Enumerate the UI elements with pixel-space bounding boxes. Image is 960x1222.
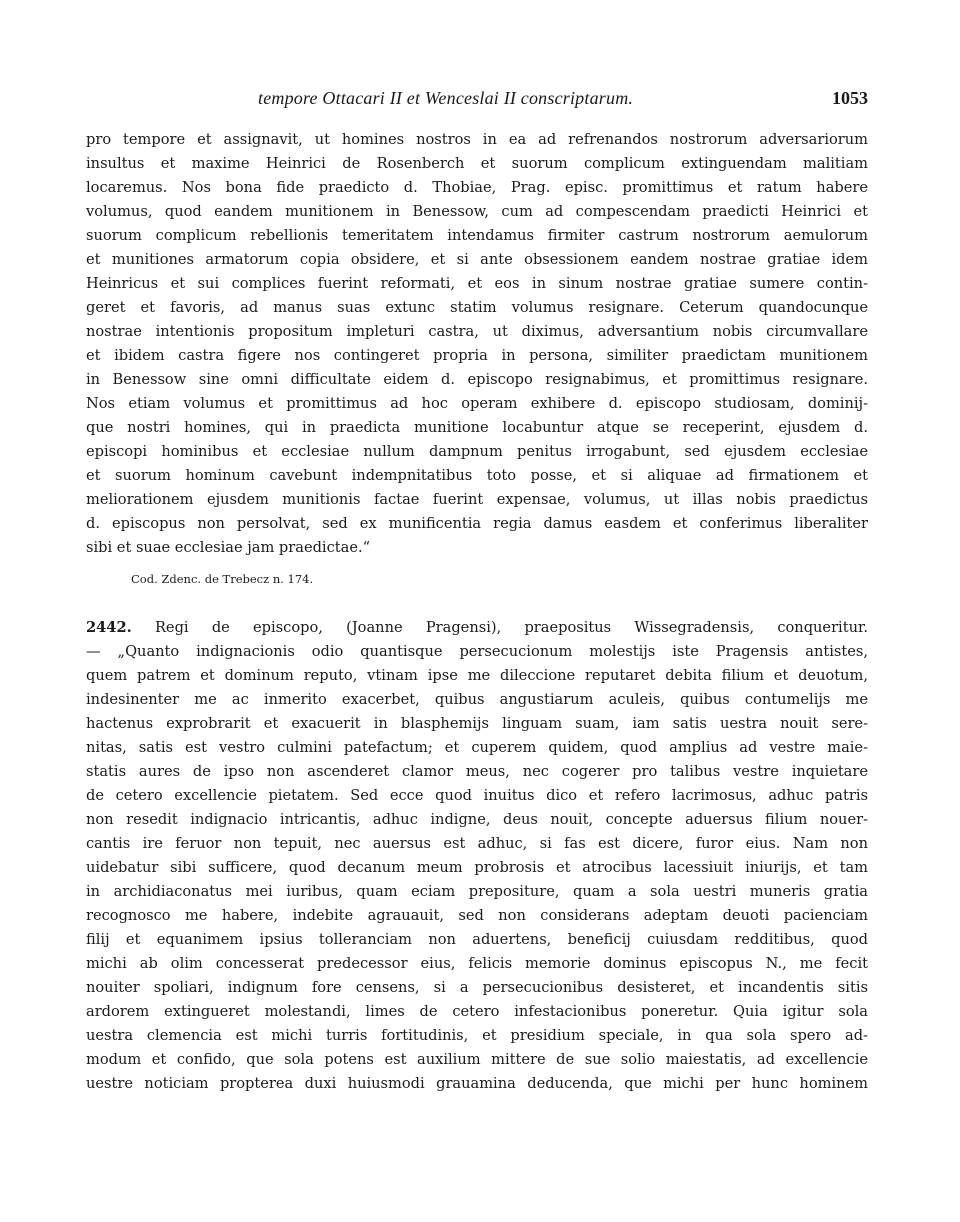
text-line: et munitiones armatorum copia obsidere, et si ante obsessionem eandem nostrae gratiae idem [86,251,868,268]
entry-number: 2442. [86,619,132,636]
entry-heading-line [86,616,868,640]
text-line: d. episcopus non persolvat, sed ex munificentia regia damus easdem et conferimus liberaliter [86,515,868,532]
text-line: in Benessow sine omni difficultate eidem d. episcopo resignabimus, et promittimus resignare. [86,371,868,388]
text-line: michi ab olim concesserat predecessor eius, felicis memorie dominus episcopus N., me fecit [86,955,868,972]
text-line: suorum complicum rebellionis temeritatem intendamus firmiter castrum nostrorum aemulorum [86,227,868,244]
continued-charter-text [86,128,868,560]
text-line: uestre noticiam propterea duxi huiusmodi grauamina deducenda, que michi per hunc hominem [86,1075,868,1092]
text-line: nitas, satis est vestro culmini patefactum; et cuperem quidem, quod amplius ad vestre maie- [86,739,868,756]
text-line: sibi et suae ecclesiae jam praedictae.“ [86,539,371,556]
entry-summary: Regi de episcopo, (Joanne Pragensi), praepositus Wissegradensis, conqueritur. [131,619,868,636]
text-line: que nostri homines, qui in praedicta munitione locabuntur atque se receperint, ejusdem d. [86,419,868,436]
text-line: in archidiaconatus mei iuribus, quam eciam prepositure, quam a sola uestri muneris gratia [86,883,868,900]
text-line: hactenus exprobrarit et exacuerit in blasphemijs linguam suam, iam satis uestra nouit sere- [86,715,868,732]
text-line: ardorem extingueret molestandi, limes de cetero infestacionibus poneretur. Quia igitur sola [86,1003,868,1020]
entry-2442 [86,616,868,1096]
text-line: et suorum hominum cavebunt indempnitatibus toto posse, et si aliquae ad firmationem et [86,467,868,484]
text-line: locaremus. Nos bona fide praedicto d. Thobiae, Prag. episc. promittimus et ratum habere [86,179,868,196]
text-line: — „Quanto indignacionis odio quantisque persecucionum molestijs iste Pragensis antistes, [86,643,868,660]
text-line: Heinricus et sui complices fuerint reformati, et eos in sinum nostrae gratiae sumere contin- [86,275,868,292]
text-line: nostrae intentionis propositum impleturi castra, ut diximus, adversantium nobis circumvallare [86,323,868,340]
text-line: uestra clemencia est michi turris fortitudinis, et presidium speciale, in qua sola spero ad- [86,1027,868,1044]
text-line: indesinenter me ac inmerito exacerbet, quibus angustiarum aculeis, quibus contumelijs me [86,691,868,708]
text-line: episcopi hominibus et ecclesiae nullum dampnum penitus irrogabunt, sed ejusdem ecclesiae [86,443,868,460]
text-line: nouiter spoliari, indignum fore censens, si a persecucionibus desisteret, et incandentis sitis [86,979,868,996]
text-line: cantis ire feruor non tepuit, nec auersus est adhuc, si fas est dicere, furor eius. Nam non [86,835,868,852]
text-line: modum et confido, que sola potens est auxilium mittere de sue solio maiestatis, ad excellencie [86,1051,868,1068]
text-line: meliorationem ejusdem munitionis factae fuerint expensae, volumus, ut illas nobis praedictus [86,491,868,508]
page-header [86,88,868,116]
text-line: de cetero excellencie pietatem. Sed ecce quod inuitus dico et refero lacrimosus, adhuc patris [86,787,868,804]
text-line: filij et equanimem ipsius tolleranciam non aduertens, beneficij cuiusdam redditibus, quod [86,931,868,948]
text-line: volumus, quod eandem munitionem in Benessow, cum ad compescendam praedicti Heinrici et [86,203,868,220]
text-line: pro tempore et assignavit, ut homines nostros in ea ad refrenandos nostrorum adversariorum [86,131,868,148]
running-title: tempore Ottacari II et Wenceslai II conscriptarum. [258,88,634,108]
text-line: Nos etiam volumus et promittimus ad hoc operam exhibere d. episcopo studiosam, dominij- [86,395,868,412]
text-line: statis aures de ipso non ascenderet clamor meus, nec cogerer pro talibus vestre inquietare [86,763,868,780]
text-line: uidebatur sibi sufficere, quod decanum meum probrosis et atrocibus lacessiuit iniurijs, et tam [86,859,868,876]
text-line: geret et favoris, ad manus suas extunc statim volumus resignare. Ceterum quandocunque [86,299,868,316]
source-citation: Cod. Zdenc. de Trebecz n. 174. [131,572,314,586]
text-line: non resedit indignacio intricantis, adhuc indigne, deus nouit, concepte aduersus filium nouer- [86,811,868,828]
text-line: insultus et maxime Heinrici de Rosenberch et suorum complicum extinguendam malitiam [86,155,868,172]
page-number: 1053 [832,88,868,108]
text-line: et ibidem castra figere nos contingeret propria in persona, similiter praedictam munitionem [86,347,868,364]
text-line: recognosco me habere, indebite agrauauit, sed non considerans adeptam deuoti pacienciam [86,907,868,924]
text-line: quem patrem et dominum reputo, vtinam ipse me dileccione reputaret debita filium et deuotum, [86,667,868,684]
